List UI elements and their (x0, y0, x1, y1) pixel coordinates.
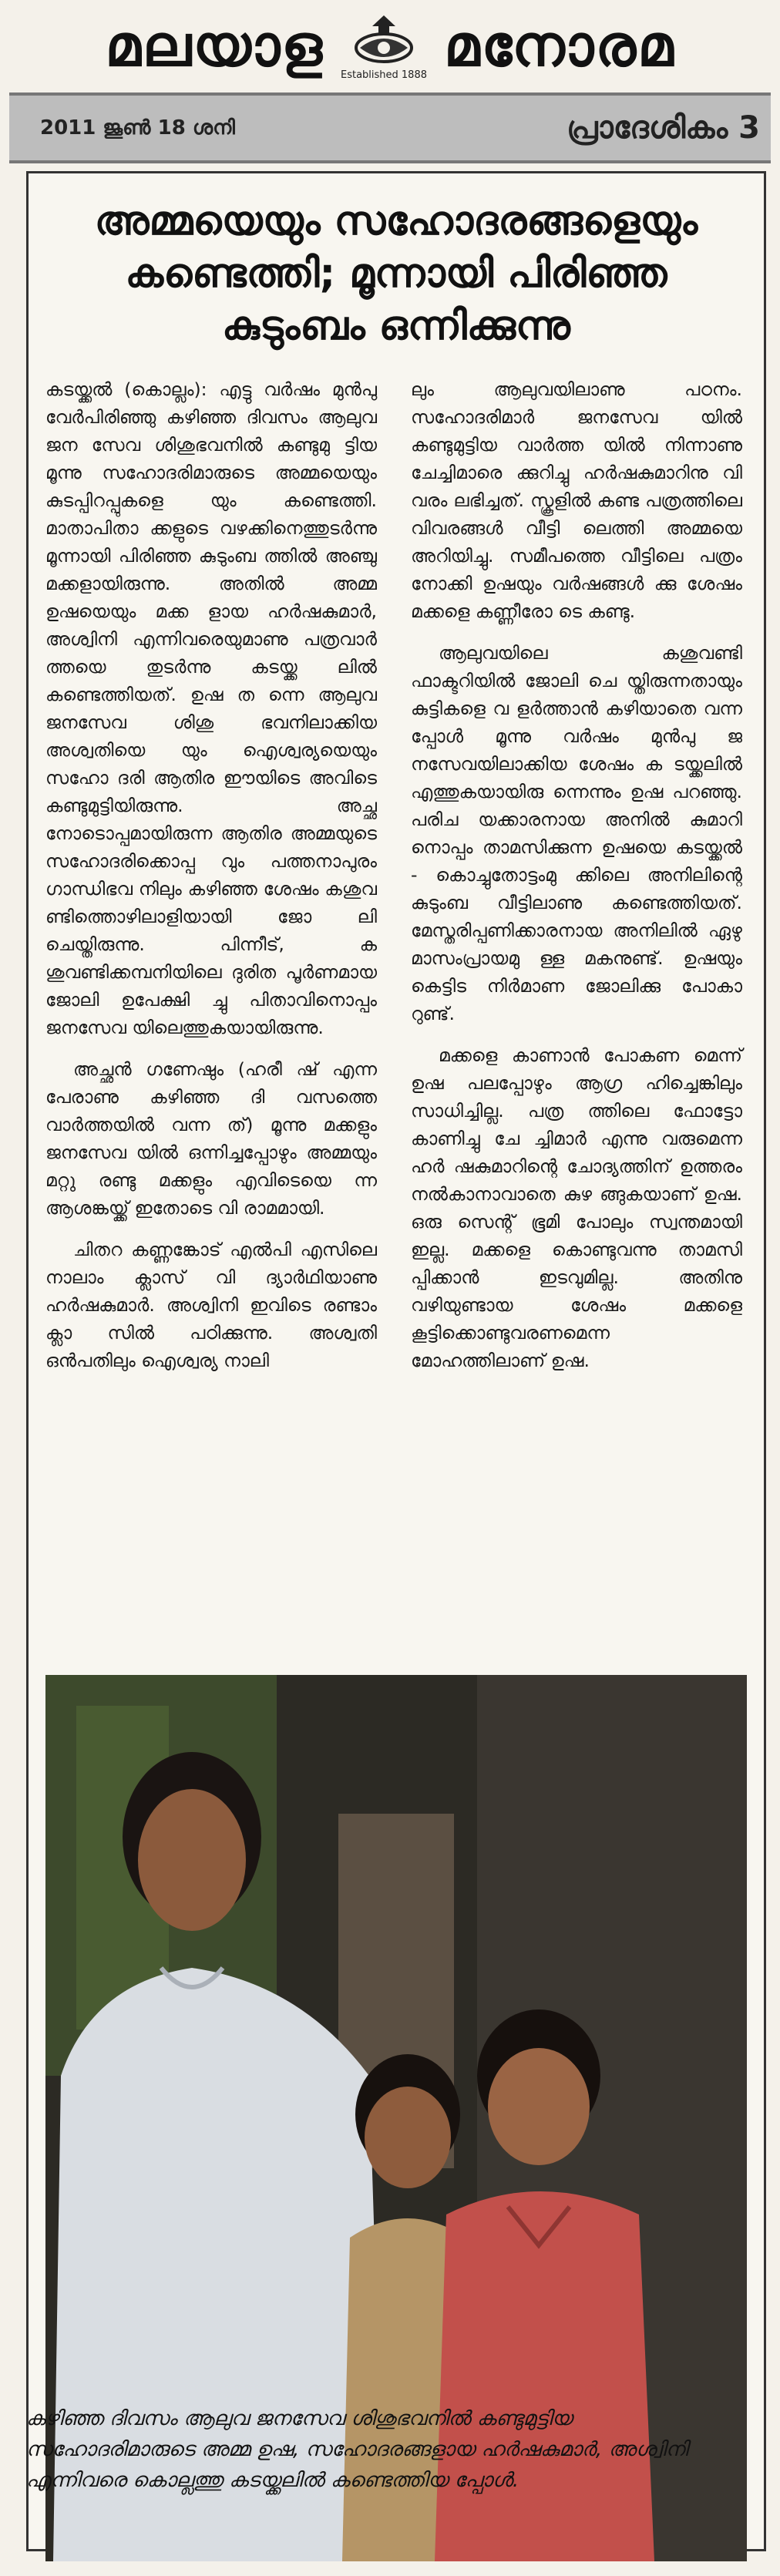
paragraph: ലും ആലുവയിലാണു പഠനം. സഹോദരിമാർ ജനസേവ യിൽ കണ്ടുമുട്ടിയ വാർത്ത യിൽ നിന്നാണു ചേച്ചിമാരെ ക്കുറിച്ചു ഹർഷകുമാറിനു വി വരം ലഭിച്ചത്. സ്കൂളിൽ കണ്ട പത്രത്തിലെ വിവരങ്ങൾ വീട്ടി ലെത്തി അമ്മയെ അറിയിച്ചു. സമീപത്തെ വീട്ടിലെ പത്രം നോക്കി ഉഷയും വർഷങ്ങൾ ക്കു ശേഷം മക്കളെ കണ്ണീരോ ടെ കണ്ടു. (411, 378, 742, 622)
masthead (0, 0, 780, 92)
paragraph: ആലുവയിലെ കശുവണ്ടി ഫാക്ടറിയിൽ ജോലി ചെ യ്തിരുന്നതായും കുട്ടികളെ വ ളർത്താൻ കഴിയാതെ വന്ന പ്പോൾ മൂന്നു വർഷം മുൻപു ജ നസേവയിലാക്കിയ ശേഷം ക ടയ്ക്കലിൽ എത്തുകയായിരു ന്നെന്നും ഉഷ പറഞ്ഞു. പരിച യക്കാരനായ അനിൽ കുമാറി നൊപ്പം താമസിക്കുന്ന ഉഷയെ കടയ്ക്കൽ - കൊച്ചുതോട്ടംമു ക്കിലെ അനിലിന്റെ കുടുംബ വീട്ടിലാണു കണ്ടെത്തിയത്. മേസ്തരിപ്പണിക്കാരനായ അനിലിൽ ഏഴു മാസംപ്രായമു ള്ള മകനുണ്ട്. ഉഷയും കെട്ടിട നിർമാണ ജോലിക്കു പോകാ റുണ്ട്. (411, 642, 742, 1024)
masthead-title-left: മലയാള (105, 12, 324, 79)
section-name: പ്രാദേശികം 3 (567, 110, 760, 146)
paragraph: ചിതറ കണ്ണങ്കോട് എൽപി എസിലെ നാലാം ക്ലാസ് വി ദ്യാർഥിയാണു ഹർഷകുമാർ. അശ്വിനി ഇവിടെ രണ്ടാം ക്ലാ സിൽ പഠിക്കുന്നു. അശ്വതി ഒൻപതിലും ഐശ്വര്യ നാലി (45, 1239, 377, 1371)
masthead-title-right: മനോരമ (444, 12, 675, 79)
emblem-caption: Established 1888 (340, 69, 427, 81)
article-frame (26, 171, 766, 2551)
dateline-bar (9, 92, 771, 163)
issue-date: 2011 ജൂൺ 18 ശനി (40, 116, 235, 140)
photo-caption: കഴിഞ്ഞ ദിവസം ആലുവ ജനസേവ ശിശുഭവനിൽ കണ്ടുമുട്ടിയ സഹോദരിമാരുടെ അമ്മ ഉഷ, സഹോദരങ്ങളായ ഹർഷകുമാർ, അശ്വിനി എന്നിവരെ കൊല്ലത്തു കടയ്ക്കലിൽ കണ്ടെത്തിയ പ്പോൾ. (26, 2407, 688, 2492)
paragraph: കടയ്ക്കൽ (കൊല്ലം): എട്ടു വർഷം മുൻപു വേർപിരിഞ്ഞു കഴിഞ്ഞ ദിവസം ആലുവ ജന സേവ ശിശുഭവനിൽ കണ്ടുമു ട്ടിയ മൂന്നു സഹോദരിമാരുടെ അമ്മയെയും കുടപ്പിറപ്പുകളെ യും കണ്ടെത്തി. മാതാപിതാ ക്കളുടെ വഴക്കിനെത്തുടർന്നു മൂന്നായി പിരിഞ്ഞ കുടുംബ ത്തിൽ അഞ്ചു മക്കളായിരുന്നു. അതിൽ അമ്മ ഉഷയെയും മക്ക ളായ ഹർഷകുമാർ, അശ്വിനി എന്നിവരെയുമാണു പത്രവാർ ത്തയെ തുടർന്നു കടയ്ക്ക ലിൽ കണ്ടെത്തിയത്. ഉഷ ത ന്നെ ആലുവ ജനസേവ ശിശു ഭവനിലാക്കിയ അശ്വതിയെ യും ഐശ്വര്യയെയും സഹോ ദരി ആതിര ഈയിടെ അവിടെ കണ്ടുമുട്ടിയിരുന്നു. അച്ഛ നോടൊപ്പമായിരുന്ന ആതിര അമ്മയുടെ സഹോദരിക്കൊപ്പ വും പത്തനാപുരം ഗാന്ധിഭവ നിലും കഴിഞ്ഞ ശേഷം കശുവ ണ്ടിത്തൊഴിലാളിയായി ജോ ലി ചെയ്തിരുന്നു. പിന്നീട്, ക ശുവണ്ടിക്കമ്പനിയിലെ ദുരിത പൂർണമായ ജോലി ഉപേക്ഷി ച്ചു പിതാവിനൊപ്പം ജനസേവ യിലെത്തുകയായിരുന്നു. (45, 378, 377, 1038)
headline: അമ്മയെയും സഹോദരങ്ങളെയും കണ്ടെത്തി; മൂന്നായി പിരിഞ്ഞ കുടുംബം ഒന്നിക്കുന്നു (94, 198, 698, 349)
article-column-left (45, 375, 377, 1388)
masthead-emblem (338, 9, 430, 83)
emblem-icon (349, 12, 419, 68)
paragraph: മക്കളെ കാണാൻ പോകണ മെന്ന് ഉഷ പലപ്പോഴും ആഗ്ര ഹിച്ചെങ്കിലും സാധിച്ചില്ല. പത്ര ത്തിലെ ഫോട്ടോ കാണിച്ചു ചേ ച്ചിമാർ എന്നു വരുമെന്ന ഹർ ഷകുമാറിന്റെ ചോദ്യത്തിന് ഉത്തരം നൽകാനാവാതെ കുഴ ങ്ങുകയാണ് ഉഷ. ഒരു സെന്റ് ഭൂമി പോലും സ്വന്തമായി ഇല്ല. മക്കളെ കൊണ്ടുവന്നു താമസി പ്പിക്കാൻ ഇടവുമില്ല. അതിനു വഴിയുണ്ടായ ശേഷം മക്കളെ കൂട്ടിക്കൊണ്ടുവരണമെന്ന മോഹത്തിലാണ് ഉഷ. (411, 1044, 742, 1371)
article-column-right (411, 375, 742, 1388)
paragraph: അച്ഛൻ ഗണേഷും (ഹരീ ഷ് എന്ന പേരാണു കഴിഞ്ഞ ദി വസത്തെ വാർത്തയിൽ വന്ന ത്) മൂന്നു മക്കളും ജനസേവ യിൽ ഒന്നിച്ചപ്പോഴും അമ്മയും മറ്റു രണ്ടു മക്കളും എവിടെയെ ന്ന ആശങ്കയ്ക്ക് ഇതോടെ വി രാമമായി. (45, 1058, 377, 1219)
